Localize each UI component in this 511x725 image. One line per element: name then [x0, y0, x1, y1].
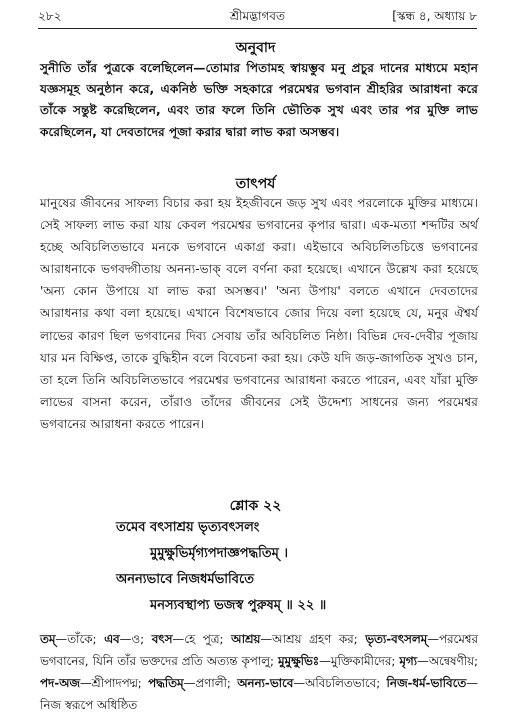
- synonym-word: এব: [104, 632, 120, 646]
- running-title: শ্রীমদ্ভাগবত: [229, 9, 285, 23]
- verse-line-4: মনস্যবস্থাপ্য ভজস্ব পুরুষম্ ॥ ২২ ॥: [150, 598, 327, 613]
- synonym-meaning: অন্বেষণীয়;: [428, 654, 478, 668]
- verse-line-3: অনন্যভাবে নিজধর্মভাবিতে: [116, 572, 254, 587]
- synonym-word: ভৃত্য-বৎসলম্: [365, 632, 428, 646]
- synonyms-paragraph: তম্—তাঁকে; এব—ও; বৎস—হে পুত্র; আশ্রয়—আশ্রয় গ্রহণ কর; ভৃত্য-বৎসলম্—পরমেশ্বর ভগবানের, যিনি তাঁর ভক্তদের প্রতি অত্যন্ত কৃপালু; মুমুক্ষুভিঃ—মুক্তিকামীদের; মৃগ্য—অন্বেষণীয়; পদ-অজ—শ্রীপাদপদ্ম; পদ্ধতিম্—প্রণালী; অনন্য-ভাবে—অবিচলিতভাবে; নিজ-ধর্ম-ভাবিতে—নিজ স্বরূপে অধিষ্ঠিত: [40, 632, 478, 712]
- verse-number: শ্লোক ২২: [229, 498, 282, 514]
- synonym-meaning: তাঁকে;: [67, 632, 105, 646]
- verse-line-1: তমেব বৎসাশ্রয় ভৃত্যবৎসলং: [116, 520, 260, 535]
- synonym-meaning: নিজ স্বরূপে অধিষ্ঠিত: [40, 698, 138, 712]
- synonym-word: পদ-অজ: [40, 676, 80, 690]
- synonym-word: মৃগ্য: [399, 654, 418, 668]
- synonym-meaning: প্রণালী;: [195, 676, 238, 690]
- page-header: [38, 8, 477, 28]
- synonym-word: নিজ-ধর্ম-ভাবিতে: [386, 676, 467, 690]
- section-reference: [স্কন্ধ ৪, অধ্যায় ৮: [392, 9, 477, 23]
- synonym-meaning: মুক্তিকামীদের;: [330, 654, 400, 668]
- purport-text: মানুষের জীবনের সাফল্য বিচার করা হয় ইহজীবনে জড় সুখ এবং পরলোকে মুক্তির মাধ্যমে। সেই সাফল্য লাভ করা যায় কেবল পরমেশ্বর ভগবানের কৃপার দ্বারা। এক-মত্যা শব্দটির অর্থ হচ্ছে অবিচলিতভাবে মনকে ভগবানে একাগ্র করা। এইভাবে অবিচলিতচিত্তে ভগবানের আরাধনাকে ভগবদ্গীতায় অনন্য-ভাক্ বলে বর্ণনা করা হয়েছে। এখানে উল্লেখ করা হয়েছে 'অন্য কোন উপায়ে যা লাভ করা অসম্ভব।' 'অন্য উপায়' বলতে এখানে দেবতাদের আরাধনার কথা বলা হয়েছে। এখানে বিশেষভাবে জোর দিয়ে বলা হয়েছে যে, মনুর ঐশ্বর্য লাভের কারণ ছিল ভগবানের দিব্য সেবায় তাঁর অবিচলিত নিষ্ঠা। বিভিন্ন দেব-দেবীর পূজায় যার মন বিক্ষিপ্ত, তাকে বুদ্ধিহীন বলে বিবেচনা করা হয়। কেউ যদি জড়-জাগতিক সুখও চান, তা হলে তিনি অবিচলিতভাবে পরমেশ্বর ভগবানের আরাধনা করতে পারেন, এবং যাঁরা মুক্তি লাভের বাসনা করেন, তাঁরাও তাঁদের জীবনের সেই উদ্দেশ্য সাধনের জন্য পরমেশ্বর ভগবানের আরাধনা করতে পারেন।: [40, 196, 478, 431]
- synonym-word: অনন্য-ভাবে: [237, 676, 294, 690]
- header-rule: [38, 28, 477, 29]
- synonym-meaning: ও;: [131, 632, 152, 646]
- synonym-word: তম্: [40, 632, 56, 646]
- verse-line-2: মুমুক্ষুভির্মৃগ্যপদাজ্ঞপদ্ধতিম্ ।: [150, 546, 288, 561]
- synonym-meaning: অবিচলিতভাবে;: [305, 676, 387, 690]
- synonym-meaning: হে পুত্র;: [184, 632, 232, 646]
- synonym-meaning: আশ্রয় গ্রহণ কর;: [272, 632, 366, 646]
- synonym-meaning: পরমেশ্বর ভগবানের, যিনি তাঁর ভক্তদের প্রতি অত্যন্ত কৃপালু;: [40, 632, 478, 668]
- synonym-meaning: শ্রীপাদপদ্ম;: [91, 676, 149, 690]
- translation-text: সুনীতি তাঁর পুত্রকে বলেছিলেন—তোমার পিতামহ স্বায়ম্ভুব মনু প্রচুর দানের মাধ্যমে মহান যজ্ঞসমূহ অনুষ্ঠান করে, একনিষ্ঠ ভক্তি সহকারে পরমেশ্বর ভগবান শ্রীহরির আরাধনা করে তাঁকে সন্তুষ্ট করেছিলেন, এবং তার ফলে তিনি ভৌতিক সুখ এবং তার পর মুক্তি লাভ করেছিলেন, যা দেবতাদের পূজা করার দ্বারা লাভ করা অসম্ভব।: [40, 61, 478, 139]
- synonym-word: বৎস: [151, 632, 173, 646]
- page-number: ২৮২: [38, 9, 62, 23]
- purport-heading: তাৎপর্য: [235, 176, 276, 192]
- synonym-word: আশ্রয়: [231, 632, 261, 646]
- synonym-word: মুমুক্ষুভিঃ: [277, 654, 320, 668]
- translation-heading: অনুবাদ: [235, 40, 276, 56]
- synonym-word: পদ্ধতিম্: [148, 676, 184, 690]
